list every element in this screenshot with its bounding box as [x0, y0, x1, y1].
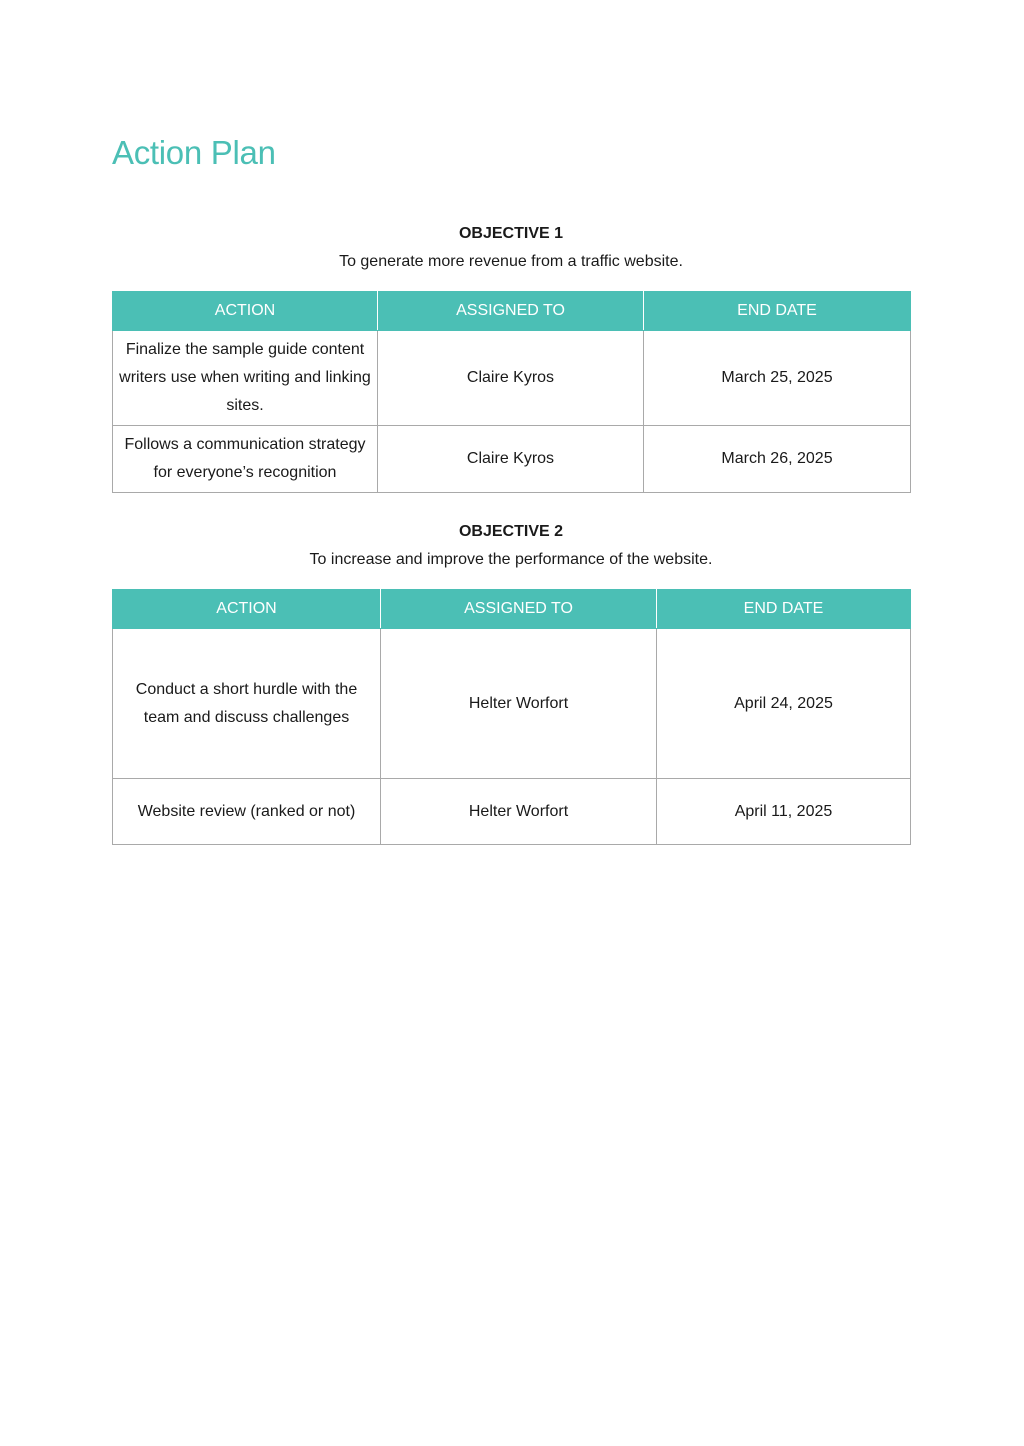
- action-cell: Finalize the sample guide content writers use when writing and linking sites.: [113, 331, 378, 426]
- assigned-to-cell: Helter Worfort: [381, 629, 657, 779]
- objective-description: To generate more revenue from a traffic website.: [339, 253, 683, 270]
- objective-1: [112, 224, 910, 272]
- column-header-end-date: END DATE: [644, 292, 911, 331]
- action-cell: Conduct a short hurdle with the team and discuss challenges: [113, 629, 381, 779]
- column-header-assigned-to: ASSIGNED TO: [378, 292, 644, 331]
- assigned-to-cell: Helter Worfort: [381, 779, 657, 845]
- action-cell: Follows a communication strategy for everyone’s recognition: [113, 426, 378, 493]
- column-header-action: ACTION: [113, 590, 381, 629]
- column-header-assigned-to: ASSIGNED TO: [381, 590, 657, 629]
- page-title: Action Plan: [112, 134, 276, 171]
- assigned-to-cell: Claire Kyros: [378, 331, 644, 426]
- table-row: [113, 331, 911, 426]
- end-date-cell: March 26, 2025: [644, 426, 911, 493]
- table-row: [113, 426, 911, 493]
- end-date-cell: April 11, 2025: [657, 779, 911, 845]
- column-header-end-date: END DATE: [657, 590, 911, 629]
- objective-2: [112, 522, 910, 570]
- table-header-row: [113, 590, 911, 629]
- end-date-cell: March 25, 2025: [644, 331, 911, 426]
- action-table-objective-1: [112, 291, 911, 493]
- action-table-objective-2: [112, 589, 911, 845]
- objective-heading: OBJECTIVE 2: [458, 523, 564, 540]
- objective-description: To increase and improve the performance of the website.: [309, 551, 713, 568]
- objective-heading: OBJECTIVE 1: [458, 225, 564, 242]
- table-row: [113, 629, 911, 779]
- action-cell: Website review (ranked or not): [113, 779, 381, 845]
- table-header-row: [113, 292, 911, 331]
- assigned-to-cell: Claire Kyros: [378, 426, 644, 493]
- table-row: [113, 779, 911, 845]
- end-date-cell: April 24, 2025: [657, 629, 911, 779]
- column-header-action: ACTION: [113, 292, 378, 331]
